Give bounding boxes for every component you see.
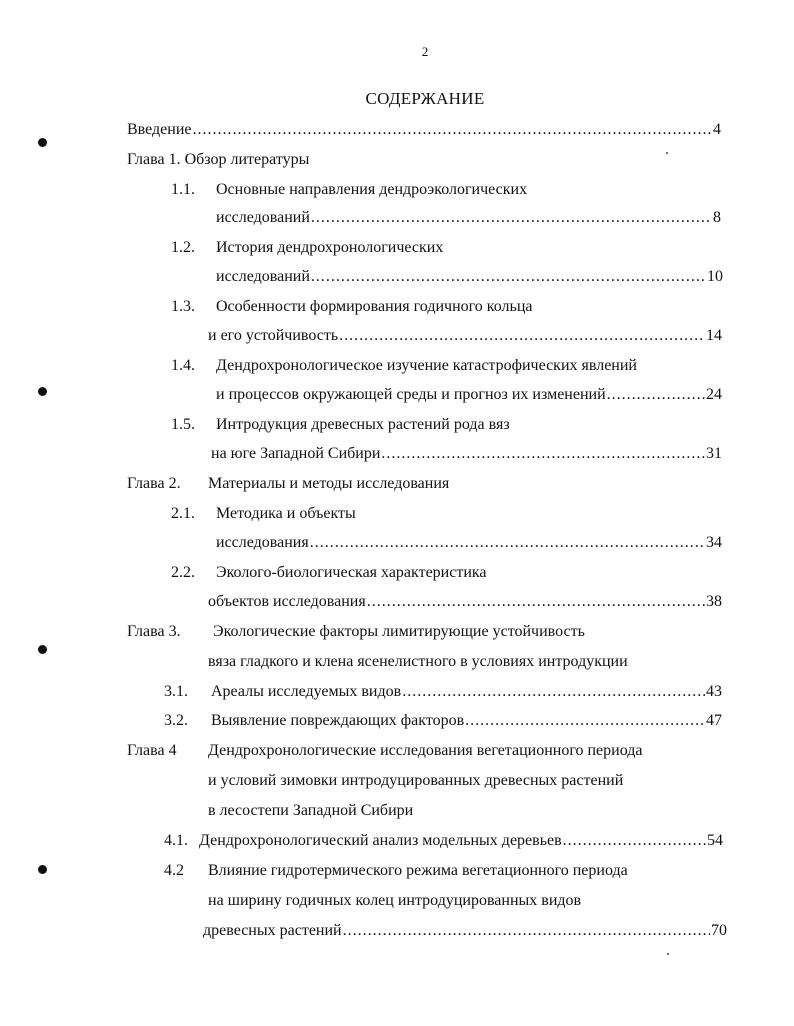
toc-entry-3-1[interactable]: [211, 682, 722, 702]
toc-page-number: 54: [707, 832, 723, 849]
section-title-line: Дендрохронологический анализ модельных деревьев: [199, 832, 562, 849]
section-number: 3.2.: [164, 712, 188, 729]
page-number: 2: [421, 44, 429, 59]
chapter-number: Глава 2.: [127, 475, 181, 492]
section-title-line[interactable]: Дендрохронологическое изучение катастрофических явлений: [216, 357, 637, 374]
section-title-line: Выявление повреждающих факторов: [211, 712, 465, 729]
section-title-line: исследований: [216, 268, 310, 285]
toc-page-number: 34: [706, 534, 722, 551]
scan-speck: [667, 953, 669, 955]
section-number: 1.1.: [171, 181, 195, 198]
toc-page-number: 8: [713, 209, 721, 226]
dot-leader: [465, 711, 705, 731]
dot-leader: [402, 682, 705, 702]
binding-hole-mark: [38, 865, 47, 874]
chapter-number: Глава 4: [127, 742, 177, 759]
toc-page-number: 4: [713, 121, 721, 138]
section-title-line: древесных растений: [203, 922, 342, 939]
toc-entry-3-2[interactable]: [211, 711, 722, 731]
toc-entry-1-4[interactable]: [216, 385, 722, 405]
dot-leader: [343, 921, 710, 941]
toc-entry-2-2[interactable]: [208, 592, 722, 612]
page-title: СОДЕРЖАНИЕ: [365, 89, 485, 108]
section-number: 4.2: [164, 862, 184, 879]
chapter-3-heading-line2: вяза гладкого и клена ясенелистного в условиях интродукции: [208, 653, 628, 670]
section-title-line: исследований: [216, 209, 310, 226]
toc-page-number: 47: [706, 712, 722, 729]
section-number: 2.1.: [171, 505, 195, 522]
scan-speck: [666, 152, 668, 154]
toc-page-number: 38: [706, 593, 722, 610]
section-number: 3.1.: [164, 683, 188, 700]
dot-leader: [381, 444, 705, 464]
toc-entry-1-2[interactable]: [216, 267, 723, 287]
toc-entry-1-5[interactable]: [211, 444, 722, 464]
toc-entry-1-3[interactable]: [208, 326, 722, 346]
chapter-1-heading[interactable]: Глава 1. Обзор литературы: [127, 151, 310, 168]
section-title-line: объектов исследования: [208, 593, 366, 610]
section-title-line[interactable]: Влияние гидротермического режима вегетационного периода: [208, 862, 628, 879]
chapter-3-heading[interactable]: Экологические факторы лимитирующие устойчивость: [213, 623, 585, 640]
toc-page-number: 14: [706, 327, 722, 344]
section-title-line: и процессов окружающей среды и прогноз их изменений: [216, 386, 606, 403]
section-title-line[interactable]: Методика и объекты: [216, 505, 356, 522]
binding-hole-mark: [38, 138, 47, 147]
dot-leader: [563, 831, 706, 851]
toc-page-number: 24: [706, 386, 722, 403]
dot-leader: [311, 208, 712, 228]
section-number: 1.5.: [171, 416, 195, 433]
section-number: 2.2.: [171, 564, 195, 581]
section-number: 1.4.: [171, 357, 195, 374]
section-title-line: на юге Западной Сибири: [211, 445, 381, 462]
binding-hole-mark: [38, 645, 47, 654]
section-title-line[interactable]: Особенности формирования годичного кольца: [216, 298, 533, 315]
chapter-4-heading[interactable]: Дендрохронологические исследования вегетационного периода: [208, 742, 643, 759]
dot-leader: [339, 326, 705, 346]
chapter-4-heading-line3: в лесостепи Западной Сибири: [208, 802, 414, 819]
toc-page-number: 10: [707, 268, 723, 285]
dot-leader: [607, 385, 705, 405]
toc-entry-4-1[interactable]: [199, 831, 723, 851]
toc-page-number: 31: [706, 445, 722, 462]
section-title-line[interactable]: Эколого-биологическая характеристика: [216, 564, 487, 581]
binding-hole-mark: [38, 387, 47, 396]
toc-page-number: 70: [711, 922, 727, 939]
toc-entry-label: Введение: [127, 121, 192, 138]
section-title-line[interactable]: Интродукция древесных растений рода вяз: [216, 416, 510, 433]
section-number: 1.2.: [171, 239, 195, 256]
section-title-line: на ширину годичных колец интродуцированных видов: [208, 892, 582, 909]
dot-leader: [310, 533, 705, 553]
chapter-4-heading-line2: и условий зимовки интродуцированных древесных растений: [208, 772, 624, 789]
toc-entry-introduction[interactable]: [127, 120, 721, 140]
dot-leader: [193, 120, 713, 140]
section-number: 4.1.: [164, 832, 188, 849]
toc-entry-4-2[interactable]: [203, 921, 727, 941]
section-number: 1.3.: [171, 298, 195, 315]
section-title-line: Ареалы исследуемых видов: [211, 683, 402, 700]
toc-entry-1-1[interactable]: [216, 208, 721, 228]
dot-leader: [311, 267, 706, 287]
toc-entry-2-1[interactable]: [216, 533, 722, 553]
section-title-line: и его устойчивость: [208, 327, 339, 344]
section-title-line: исследования: [216, 534, 309, 551]
section-title-line[interactable]: История дендрохронологических: [216, 239, 444, 256]
dot-leader: [367, 592, 705, 612]
section-title-line[interactable]: Основные направления дендроэкологических: [216, 181, 528, 198]
toc-page-number: 43: [706, 683, 722, 700]
chapter-2-heading[interactable]: Материалы и методы исследования: [208, 475, 450, 492]
chapter-number: Глава 3.: [127, 623, 181, 640]
